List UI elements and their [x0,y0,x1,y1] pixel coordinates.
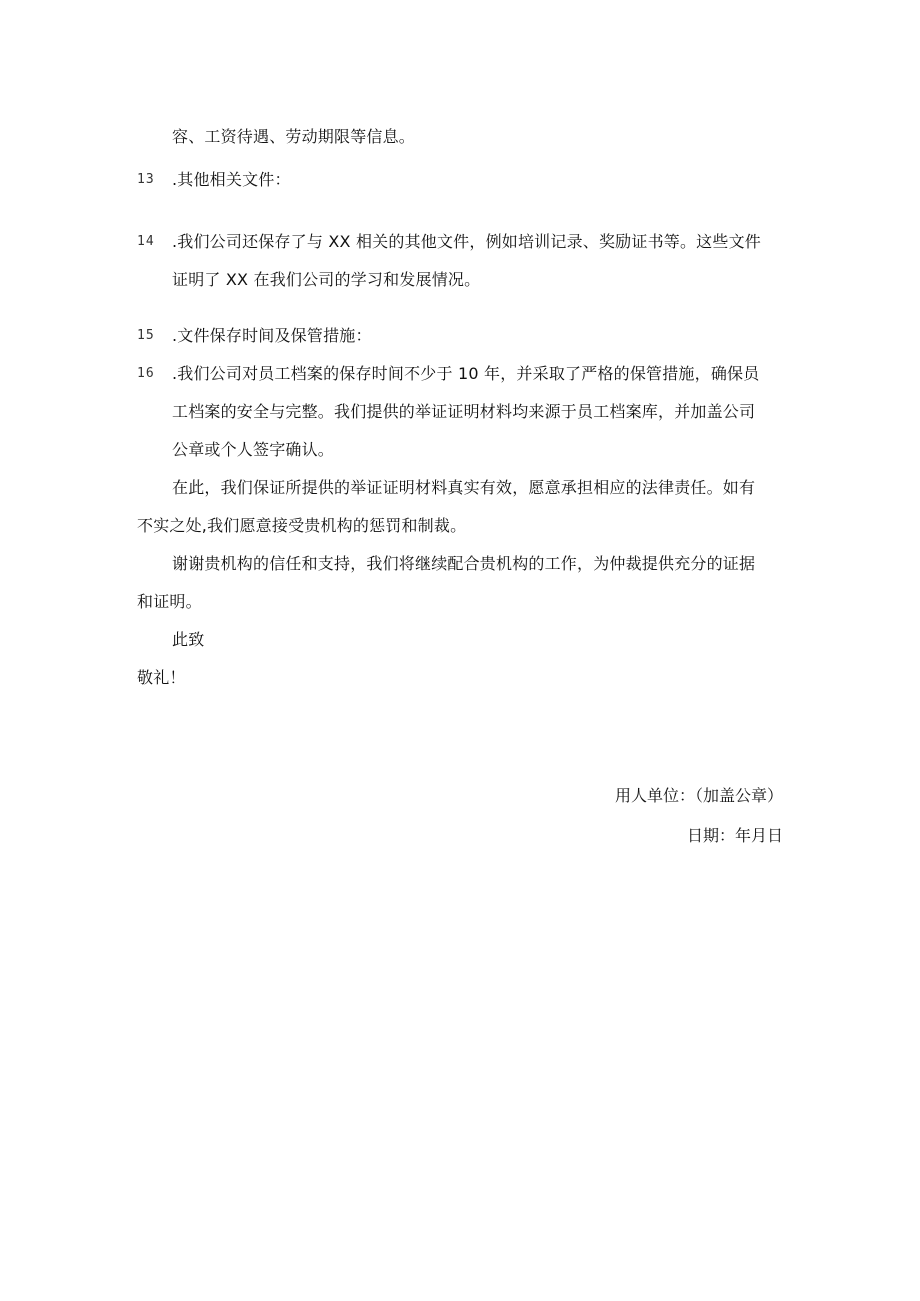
item-16-line-3: 公章或个人签字确认。 [172,440,335,459]
thanks-paragraph-line-1: 谢谢贵机构的信任和支持，我们将继续配合贵机构的工作，为仲裁提供充分的证据 [172,554,756,573]
item-number-15: 15 [137,328,155,343]
item-16-line-1: .我们公司对员工档案的保存时间不少于 10 年，并采取了严格的保管措施，确保员 [172,364,760,383]
item-15-text: .文件保存时间及保管措施： [172,326,372,345]
signature-date: 日期：年月日 [686,826,783,845]
guarantee-paragraph-line-1: 在此，我们保证所提供的举证证明材料真实有效，愿意承担相应的法律责任。如有 [172,478,756,497]
item-number-13: 13 [137,172,155,187]
closing-cizhi: 此致 [172,630,205,649]
signature-unit: 用人单位：（加盖公章） [614,786,783,805]
item-number-14: 14 [137,234,155,249]
item-14-line-2: 证明了 XX 在我们公司的学习和发展情况。 [172,270,481,289]
thanks-paragraph-line-2: 和证明。 [137,592,202,611]
item-13-text: .其他相关文件： [172,170,291,189]
closing-jingli: 敬礼！ [137,668,186,687]
item-12-continuation: 容、工资待遇、劳动期限等信息。 [172,127,416,146]
guarantee-paragraph-line-2: 不实之处,我们愿意接受贵机构的惩罚和制裁。 [137,516,467,535]
item-14-line-1: .我们公司还保存了与 XX 相关的其他文件，例如培训记录、奖励证书等。这些文件 [172,232,761,251]
item-number-16: 16 [137,366,155,381]
item-16-line-2: 工档案的安全与完整。我们提供的举证证明材料均来源于员工档案库，并加盖公司 [172,402,756,421]
